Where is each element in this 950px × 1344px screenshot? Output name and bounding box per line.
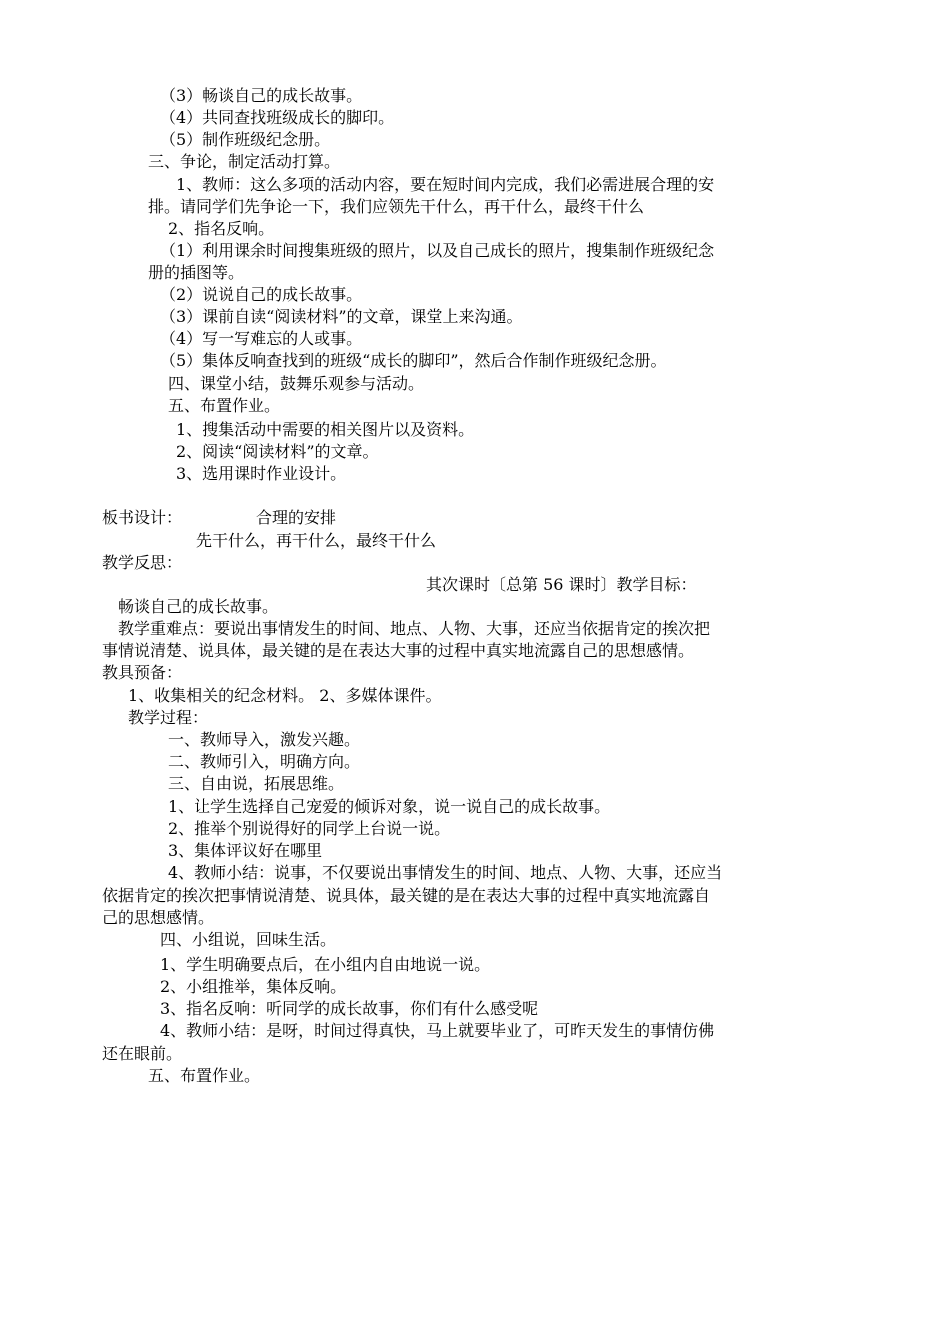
text-line: （5）制作班级纪念册。	[160, 130, 331, 149]
text-line: 1、搜集活动中需要的相关图片以及资料。	[176, 420, 475, 439]
text-line: 3、选用课时作业设计。	[176, 464, 347, 483]
text-line: 教学过程：	[128, 708, 209, 727]
section-heading: 二、教师引入，明确方向。	[168, 752, 361, 771]
text-line: （3）课前自读“阅读材料”的文章，课堂上来沟通。	[160, 307, 523, 326]
board-label: 板书设计：	[102, 508, 183, 527]
text-line: 1、教师：这么多项的活动内容，要在短时间内完成，我们必需进展合理的安	[176, 175, 715, 194]
section-heading: 五、布置作业。	[168, 396, 281, 415]
section-heading: 四、小组说，回味生活。	[160, 930, 337, 949]
board-line: 先干什么，再干什么，最终干什么	[196, 531, 437, 550]
text-line: （5）集体反响查找到的班级“成长的脚印”，然后合作制作班级纪念册。	[160, 351, 667, 370]
text-line: 4、教师小结：是呀，时间过得真快，马上就要毕业了，可昨天发生的事情仿佛	[160, 1021, 715, 1040]
section-heading: 一、教师导入，激发兴趣。	[168, 730, 361, 749]
text-line: 2、小组推举，集体反响。	[160, 977, 347, 996]
text-line: 事情说清楚、说具体，最关键的是在表达大事的过程中真实地流露自己的思想感情。	[102, 641, 695, 660]
text-line: （1）利用课余时间搜集班级的照片，以及自己成长的照片，搜集制作班级纪念	[160, 241, 715, 260]
text-line: 3、指名反响：听同学的成长故事，你们有什么感受呢	[160, 999, 539, 1018]
text-line: 册的插图等。	[148, 263, 245, 282]
text-line: 4、教师小结：说事，不仅要说出事情发生的时间、地点、人物、大事，还应当	[168, 863, 723, 882]
text-line: （2）说说自己的成长故事。	[160, 285, 363, 304]
section-heading: 五、布置作业。	[148, 1066, 261, 1085]
text-line: 2、指名反响。	[168, 219, 275, 238]
reflection-label: 教学反思：	[102, 553, 183, 572]
text-line: 教具预备：	[102, 663, 183, 682]
text-line: 1、收集相关的纪念材料。 2、多媒体课件。	[128, 686, 442, 705]
text-line: 3、集体评议好在哪里	[168, 841, 323, 860]
text-line: 依据肯定的挨次把事情说清楚、说具体，最关键的是在表达大事的过程中真实地流露自	[102, 886, 711, 905]
text-line: （3）畅谈自己的成长故事。	[160, 86, 363, 105]
board-title: 合理的安排	[256, 508, 337, 527]
text-line: 教学重难点：要说出事情发生的时间、地点、人物、大事，还应当依据肯定的挨次把	[118, 619, 711, 638]
text-line: 2、阅读“阅读材料”的文章。	[176, 442, 379, 461]
lesson-header: 其次课时〔总第 56 课时〕教学目标：	[426, 575, 697, 594]
text-line: 排。请同学们先争论一下，我们应领先干什么，再干什么，最终干什么	[148, 197, 645, 216]
text-line: 1、让学生选择自己宠爱的倾诉对象，说一说自己的成长故事。	[168, 797, 611, 816]
text-line: 己的思想感情。	[102, 908, 215, 927]
text-line: 畅谈自己的成长故事。	[118, 597, 279, 616]
text-line: 还在眼前。	[102, 1044, 183, 1063]
text-line: （4）写一写难忘的人或事。	[160, 329, 363, 348]
text-line: （4）共同查找班级成长的脚印。	[160, 108, 395, 127]
section-heading: 四、课堂小结，鼓舞乐观参与活动。	[168, 374, 425, 393]
section-heading: 三、争论，制定活动打算。	[148, 152, 341, 171]
text-line: 2、推举个别说得好的同学上台说一说。	[168, 819, 451, 838]
text-line: 1、学生明确要点后，在小组内自由地说一说。	[160, 955, 491, 974]
section-heading: 三、自由说，拓展思维。	[168, 774, 345, 793]
